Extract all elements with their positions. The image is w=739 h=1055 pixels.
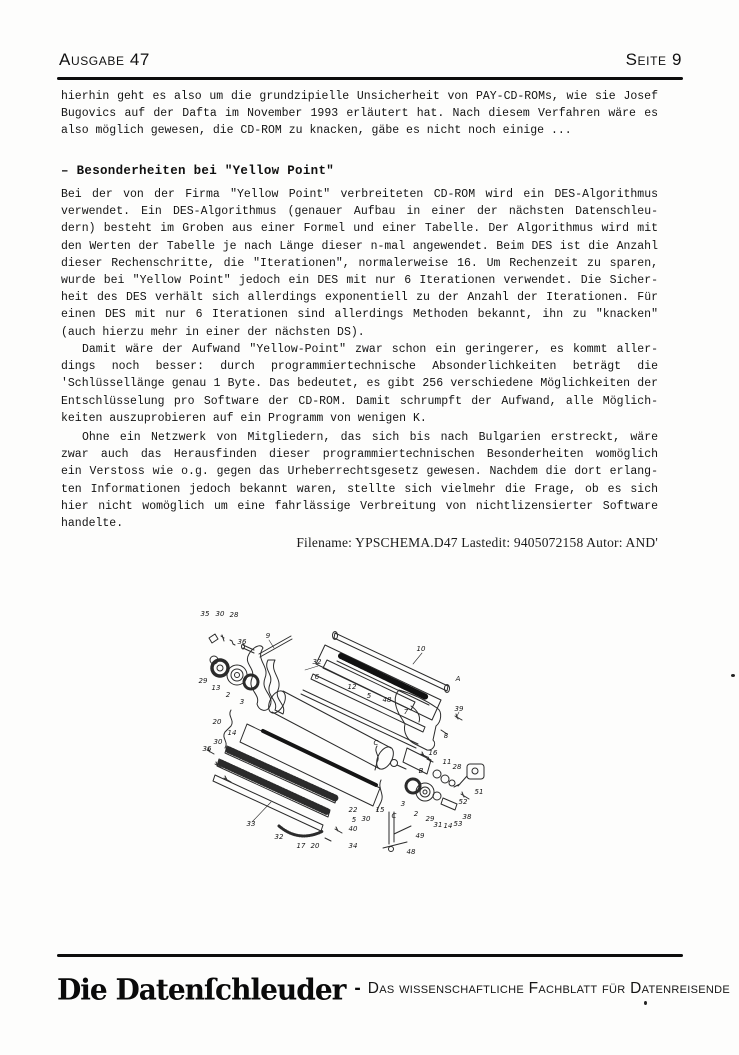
diagram-part-number: 5 xyxy=(351,816,357,824)
diagram-part-number: 29 xyxy=(198,677,208,685)
text-line: einen DES mit nur 6 Iterationen sind allerdings Methoden bekannt, ihn zu "knacken" xyxy=(61,308,658,322)
text-line: keiten auszuprobieren auf ein Programm von wenigen K. xyxy=(61,411,427,425)
diagram-part-number: 12 xyxy=(347,683,357,691)
paragraph-body-3 xyxy=(61,429,658,532)
paragraph-body-2 xyxy=(61,341,658,427)
diagram-part-number: 34 xyxy=(348,842,358,850)
diagram-part-number: 13 xyxy=(211,684,221,692)
diagram-part-number: 32 xyxy=(312,658,322,666)
text-line: Bugovics auf der Dafta im November 1993 erläutert hat. Nach diesem Verfahren wäre es xyxy=(61,107,658,121)
text-line: (auch hierzu mehr in einer der nächsten DS). xyxy=(61,325,365,339)
diagram-part-number: 11 xyxy=(442,758,452,766)
diagram-part-number: 7 xyxy=(403,708,409,716)
diagram-part-number: 33 xyxy=(246,820,256,828)
diagram-part-number: 52 xyxy=(458,798,468,806)
diagram-part-number: 28 xyxy=(229,611,239,619)
diagram-part-number: 10 xyxy=(416,645,426,653)
diagram-part-number: 32 xyxy=(274,833,284,841)
paragraph-body-1 xyxy=(61,186,658,341)
diagram-part-number: 30 xyxy=(361,815,371,823)
footer-rule xyxy=(57,954,683,957)
magazine-name: Die Datenſchleuder xyxy=(57,971,346,1007)
text-line: dieser Rechenschritte, die "Iterationen", normalerweise 16. Um Rechenzeit zu sparen, xyxy=(61,256,658,270)
diagram-part-number: 35 xyxy=(200,610,210,618)
text-line: zwar auch das Herausfinden dieser programmiertechnischen Besonderheiten womöglich xyxy=(61,448,658,462)
diagram-part-number: 3 xyxy=(400,800,406,808)
diagram-part-number: B xyxy=(418,767,424,775)
diagram-part-number: 9 xyxy=(265,632,271,640)
file-info-line: Filename: YPSCHEMA.D47 Lastedit: 9405072158 Autor: AND' xyxy=(296,535,658,550)
diagram-part-number: 14 xyxy=(443,822,453,830)
diagram-part-number: 15 xyxy=(375,806,385,814)
page-number-label: Seite 9 xyxy=(625,50,682,69)
text-line: ein Verstoss wie o.g. gegen das Urheberrechtsgesetz gewesen. Nachdem die dort erlang- xyxy=(61,465,658,479)
diagram-part-number: 29 xyxy=(425,815,435,823)
text-line: verwendet. Ein DES-Algorithmus (genauer Aufbau in einer der nächsten Datenschleu- xyxy=(61,205,658,219)
diagram-part-number: 20 xyxy=(310,842,320,850)
diagram-part-number: C xyxy=(391,812,397,820)
text-line: wurde bei "Yellow Point" jedoch ein DES mit nur 6 Iterationen verwendet. Die Sicher- xyxy=(61,274,658,288)
text-line: handelte. xyxy=(61,517,124,531)
page-footer xyxy=(57,961,730,1017)
scan-speck xyxy=(731,674,735,677)
diagram-part-number: 49 xyxy=(415,832,425,840)
text-line: hier nicht womöglich um eine fahrlässige Verbreitung von nichtlizensierter Software xyxy=(61,499,658,513)
text-line: heit des DES verhält sich allerdings exponentiell zu der Anzahl der Iterationen. Für xyxy=(61,291,658,305)
diagram-part-number: 30 xyxy=(213,738,223,746)
diagram-part-number: 28 xyxy=(452,763,462,771)
diagram-part-number: 3 xyxy=(239,698,245,706)
header-rule xyxy=(57,77,683,80)
diagram-part-number: 51 xyxy=(474,788,484,796)
text-line: Damit wäre der Aufwand "Yellow-Point" zwar schon ein geringerer, es kommt aller- xyxy=(82,343,658,356)
diagram-part-number: 17 xyxy=(296,842,306,850)
text-line: 'Schlüssellänge genau 1 Byte. Das bedeutet, es gibt 256 verschiedene Möglichkeiten der xyxy=(61,377,658,391)
text-line: dings noch besser: durch programmiertechnische Absonderlichkeiten beträgt die xyxy=(61,360,658,374)
diagram-part-number: 36 xyxy=(237,638,247,646)
diagram-part-number: 16 xyxy=(428,749,438,757)
text-line: also möglich gewesen, die CD-ROM zu knacken, gäbe es nicht noch einige ... xyxy=(61,124,572,138)
text-line: Bei der von der Firma "Yellow Point" verbreiteten CD-ROM wird ein DES-Algorithmus xyxy=(61,188,658,201)
diagram-part-number: C xyxy=(373,739,379,747)
paragraph-intro xyxy=(61,88,658,140)
diagram-part-number: 22 xyxy=(348,806,358,814)
issue-label: Ausgabe 47 xyxy=(59,50,150,69)
diagram-part-number: 31 xyxy=(433,821,443,829)
diagram-part-number: 39 xyxy=(454,705,464,713)
diagram-part-number: 5 xyxy=(366,692,372,700)
diagram-part-number: 8 xyxy=(443,732,449,740)
diagram-part-number: 2 xyxy=(225,691,231,699)
diagram-part-number: 48 xyxy=(406,848,416,856)
section-heading: – Besonderheiten bei "Yellow Point" xyxy=(61,164,335,178)
diagram-part-number: 38 xyxy=(462,813,472,821)
diagram-part-number: 40 xyxy=(348,825,358,833)
diagram-part-number: 2 xyxy=(413,810,419,818)
text-line: ten Informationen jedoch bekannt waren, stellte sich vielmehr die Frage, ob es sich xyxy=(61,482,658,496)
text-line: den Werten der Tabelle je nach Länge dieser n-mal angewendet. Beim DES ist die Anzahl xyxy=(61,239,658,253)
text-line: dern) besteht im Groben aus einer Formel und einer Tabelle. Der Algorithmus wird mit xyxy=(61,222,658,236)
text-line: Ohne ein Netzwerk von Mitgliedern, das sich bis nach Bulgarien erstreckt, wäre xyxy=(82,431,658,444)
diagram-part-number: 20 xyxy=(212,718,222,726)
diagram-part-number: 36 xyxy=(202,745,212,753)
diagram-part-number: 6 xyxy=(314,673,320,681)
footer-separator: - xyxy=(354,978,361,999)
diagram-part-number: 30 xyxy=(215,610,225,618)
diagram-part-number: 48 xyxy=(382,696,392,704)
printer-exploded-diagram xyxy=(175,598,520,888)
text-line: hierhin geht es also um die grundzipielle Unsicherheit von PAY-CD-ROMs, wie sie Josef xyxy=(61,90,658,103)
page-header xyxy=(59,50,682,70)
diagram-part-number: A xyxy=(455,675,461,683)
magazine-tagline: Das wissenschaftliche Fachblatt für Datenreisende xyxy=(367,980,730,997)
diagram-part-number: 53 xyxy=(453,820,463,828)
scan-speck xyxy=(644,1001,647,1005)
diagram-part-number: 14 xyxy=(227,729,237,737)
text-line: Entschlüsselung pro Software der CD-ROM. Damit schrumpft der Aufwand, alle Möglich- xyxy=(61,394,658,408)
